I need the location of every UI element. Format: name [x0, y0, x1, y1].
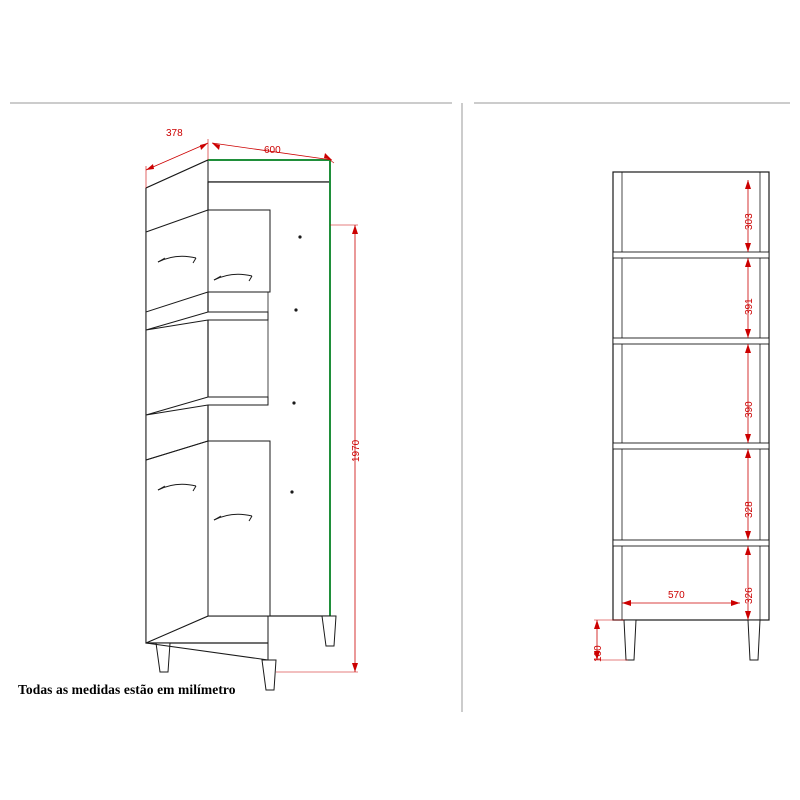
side-foot-left	[624, 620, 636, 660]
pin-dot-4	[290, 490, 293, 493]
front-view	[146, 139, 358, 690]
pin-dot-1	[298, 235, 301, 238]
lower-door-left	[146, 441, 208, 643]
dim-label-326: 326	[744, 587, 755, 604]
dim-label-600: 600	[264, 145, 281, 156]
dim-378-arrow-left	[146, 164, 154, 170]
dim-label-378: 378	[166, 128, 183, 139]
dim-1970-arrow-bottom	[352, 663, 358, 672]
pin-dot-3	[292, 401, 295, 404]
dim-378-arrow-right	[200, 143, 208, 150]
side-shelf-3	[613, 443, 769, 449]
side-shelf-2	[613, 338, 769, 344]
foot-front-right	[322, 616, 336, 646]
upper-door-right	[208, 210, 270, 292]
side-shelf-4	[613, 540, 769, 546]
dim-label-570: 570	[668, 590, 685, 601]
side-shelf-1	[613, 252, 769, 258]
dim-label-1970: 1970	[351, 439, 362, 462]
lower-door-right	[208, 441, 270, 616]
dim-label-390: 390	[744, 401, 755, 418]
dim-1970-arrow-top	[352, 225, 358, 234]
measurement-note: Todas as medidas estão em milímetro	[18, 682, 236, 697]
dim-label-391: 391	[744, 298, 755, 315]
side-view	[594, 172, 769, 660]
side-body-outline	[613, 172, 769, 620]
foot-front-left	[156, 643, 170, 672]
foot-front-center	[262, 660, 276, 690]
side-foot-right	[748, 620, 760, 660]
dim-label-303: 303	[744, 213, 755, 230]
dim-label-328: 328	[744, 501, 755, 518]
dim-160-arrow-top	[594, 620, 600, 629]
dim-label-160: 160	[593, 645, 604, 662]
pin-dot-2	[294, 308, 297, 311]
